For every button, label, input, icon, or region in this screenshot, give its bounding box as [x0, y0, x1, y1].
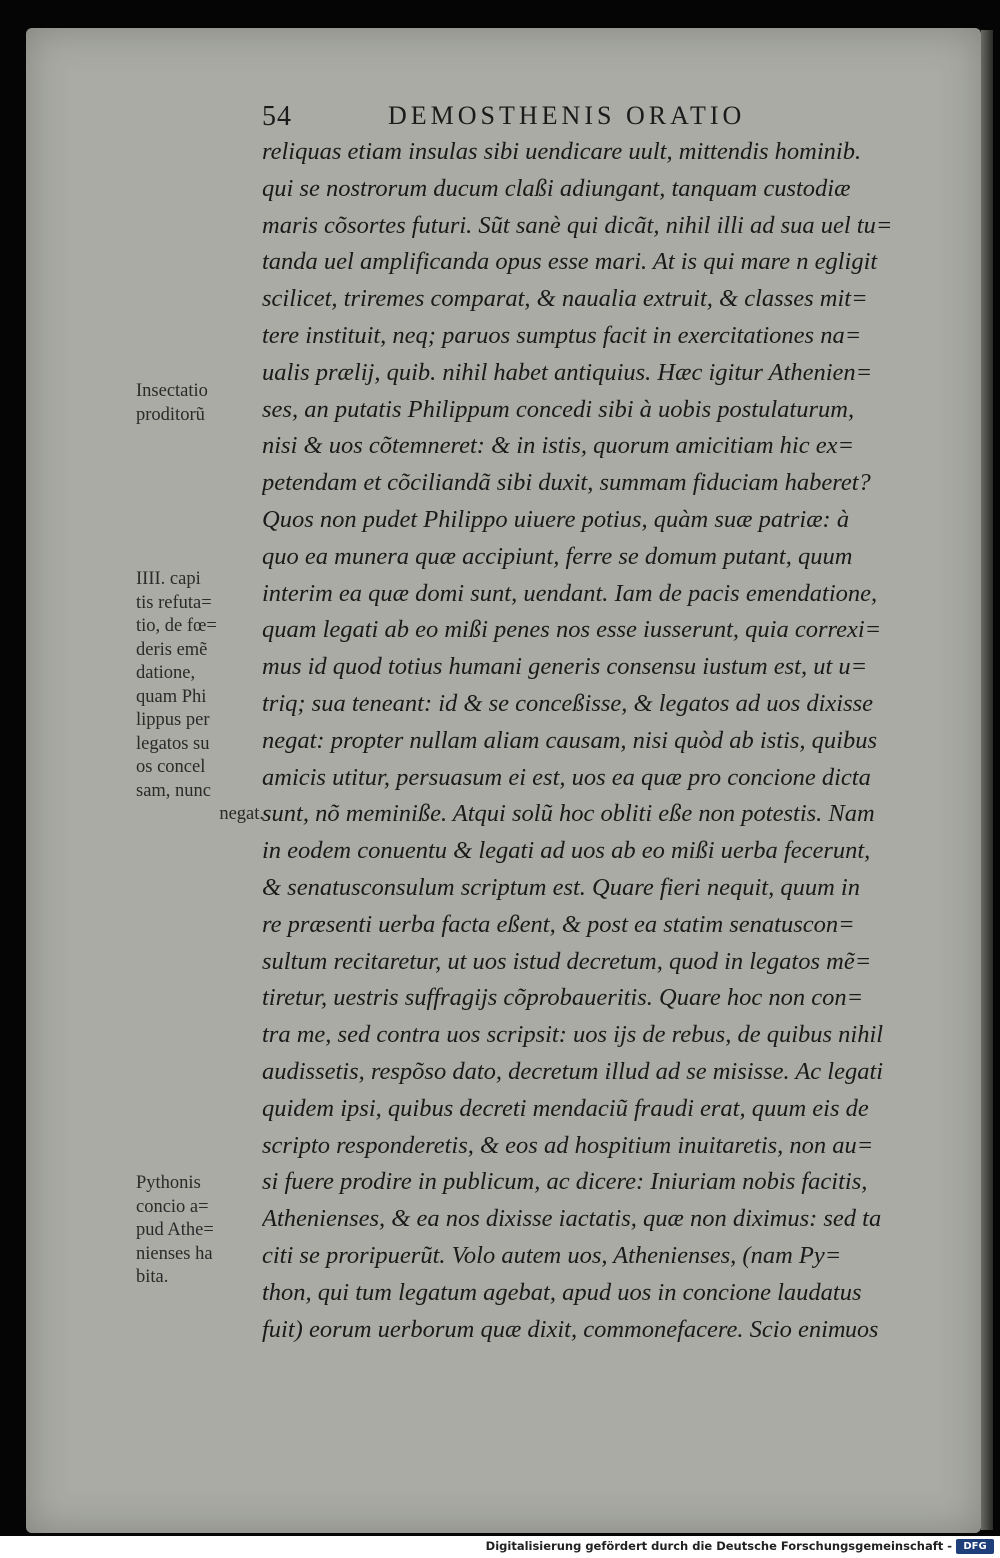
text-line: tra me, sed contra uos scripsit: uos ijs de rebus, de quibus nihil: [262, 1021, 884, 1049]
margin-note-capitis-refutatio: [136, 568, 264, 827]
margin-note-line: Pythonis: [136, 1173, 201, 1193]
margin-note-line: IIII. capi: [136, 569, 201, 589]
text-line: quam legati ab eo mißi penes nos esse iusserunt, quia correxi=: [262, 616, 882, 644]
margin-note-line: pud Athe=: [136, 1220, 214, 1240]
text-line: scripto responderetis, & eos ad hospitium inuitaretis, non au=: [262, 1131, 874, 1159]
text-line: mus id quod totius humani generis consensu iustum est, ut u=: [262, 653, 868, 681]
margin-note-line: quam Phi: [136, 686, 207, 707]
text-line: petendam et cõciliandã sibi duxit, summam fiduciam haberet?: [262, 469, 871, 497]
margin-note-line: tio, de fœ=: [136, 616, 217, 636]
margin-note-line: bita.: [136, 1267, 169, 1287]
text-line: audissetis, respõso dato, decretum illud ad se misisse. Ac legati: [262, 1057, 884, 1085]
text-line: scilicet, triremes comparat, & naualia extruit, & classes mit=: [262, 285, 868, 313]
main-text: [262, 134, 952, 1348]
text-line: thon, qui tum legatum agebat, apud uos in concione laudatus: [262, 1278, 862, 1306]
text-line: tere instituit, neq; paruos sumptus facit in exercitationes na=: [262, 321, 862, 349]
running-header: [262, 97, 842, 137]
margin-note-line: deris emẽ: [136, 639, 208, 660]
margin-note-line: Insectatio: [136, 381, 208, 401]
text-line: qui se nostrorum ducum claßi adiungant, tanquam custodiæ: [262, 174, 851, 202]
text-line: quidem ipsi, quibus decreti mendaciũ fraudi erat, quum eis de: [262, 1094, 869, 1122]
funding-credit: Digitalisierung gefördert durch die Deutsche Forschungsgemeinschaft -: [485, 1539, 952, 1553]
margin-note-line: os concel: [136, 757, 206, 777]
dfg-logo-icon: DFG: [956, 1539, 994, 1554]
text-line: re præsenti uerba facta eßent, & post ea statim senatuscon=: [262, 910, 855, 938]
text-line: & senatusconsulum scriptum est. Quare fieri nequit, quum in: [262, 873, 860, 901]
margin-note-line: nienses ha: [136, 1243, 213, 1264]
text-line: tiretur, uestris suffragijs cõprobaueritis. Quare hoc non con=: [262, 984, 864, 1012]
text-line: sunt, nõ meminiße. Atqui solũ hoc obliti eße non potestis. Nam: [262, 800, 875, 828]
text-line: interim ea quæ domi sunt, uendant. Iam de pacis emendatione,: [262, 579, 878, 607]
text-line: triq; sua teneant: id & se conceßisse, & legatos ad uos dixisse: [262, 689, 874, 717]
text-line: Quos non pudet Philippo uiuere potius, quàm suæ patriæ: à: [262, 505, 850, 533]
text-line: tanda uel amplificanda opus esse mari. At is qui mare n egligit: [262, 248, 878, 276]
text-line: ualis prælij, quib. nihil habet antiquius. Hæc igitur Athenien=: [262, 358, 873, 386]
text-line: reliquas etiam insulas sibi uendicare uult, mittendis hominib.: [262, 138, 862, 165]
margin-note-line: proditorũ: [136, 404, 205, 425]
text-line: maris cõsortes futuri. Sũt sanè qui dicãt, nihil illi ad sua uel tu=: [262, 211, 893, 239]
margin-note-pythonis: [136, 1172, 264, 1290]
margin-note-line: lippus per: [136, 710, 210, 730]
text-line: si fuere prodire in publicum, ac dicere: Iniuriam nobis facitis,: [262, 1168, 868, 1196]
text-line: quo ea munera quæ accipiunt, ferre se domum putant, quum: [262, 542, 853, 570]
running-title: DEMOSTHENIS ORATIO: [388, 101, 746, 130]
digitization-footer: [0, 1536, 1000, 1558]
margin-note-line: negat.: [219, 804, 264, 824]
text-line: Athenienses, & ea nos dixisse iactatis, quæ non diximus: sed ta: [262, 1205, 882, 1233]
text-line: ses, an putatis Philippum concedi sibi à uobis postulaturum,: [262, 395, 855, 423]
page-number: 54: [262, 101, 292, 132]
text-line: negat: propter nullam aliam causam, nisi quòd ab istis, quibus: [262, 726, 878, 754]
catchword: uos: [845, 1317, 879, 1343]
margin-note-line: tis refuta=: [136, 592, 212, 613]
margin-note-insectatio: [136, 380, 264, 427]
text-line: citi se proripuerũt. Volo autem uos, Athenienses, (nam Py=: [262, 1241, 842, 1269]
margin-note-line: sam, nunc: [136, 780, 212, 801]
text-line: sultum recitaretur, ut uos istud decretum, quod in legatos mẽ=: [262, 947, 872, 975]
text-line: in eodem conuentu & legati ad uos ab eo mißi uerba fecerunt,: [262, 837, 871, 865]
margin-note-line: legatos su: [136, 733, 210, 754]
text-line: nisi & uos cõtemneret: & in istis, quorum amicitiam hic ex=: [262, 432, 854, 460]
margin-note-line: concio a=: [136, 1196, 209, 1217]
book-spine: [981, 30, 993, 1530]
margin-note-line: datione,: [136, 663, 196, 683]
text-line: fuit) eorum uerborum quæ dixit, commonefacere. Scio enim: [262, 1315, 846, 1343]
text-line: amicis utitur, persuasum ei est, uos ea quæ pro concione dicta: [262, 763, 871, 791]
